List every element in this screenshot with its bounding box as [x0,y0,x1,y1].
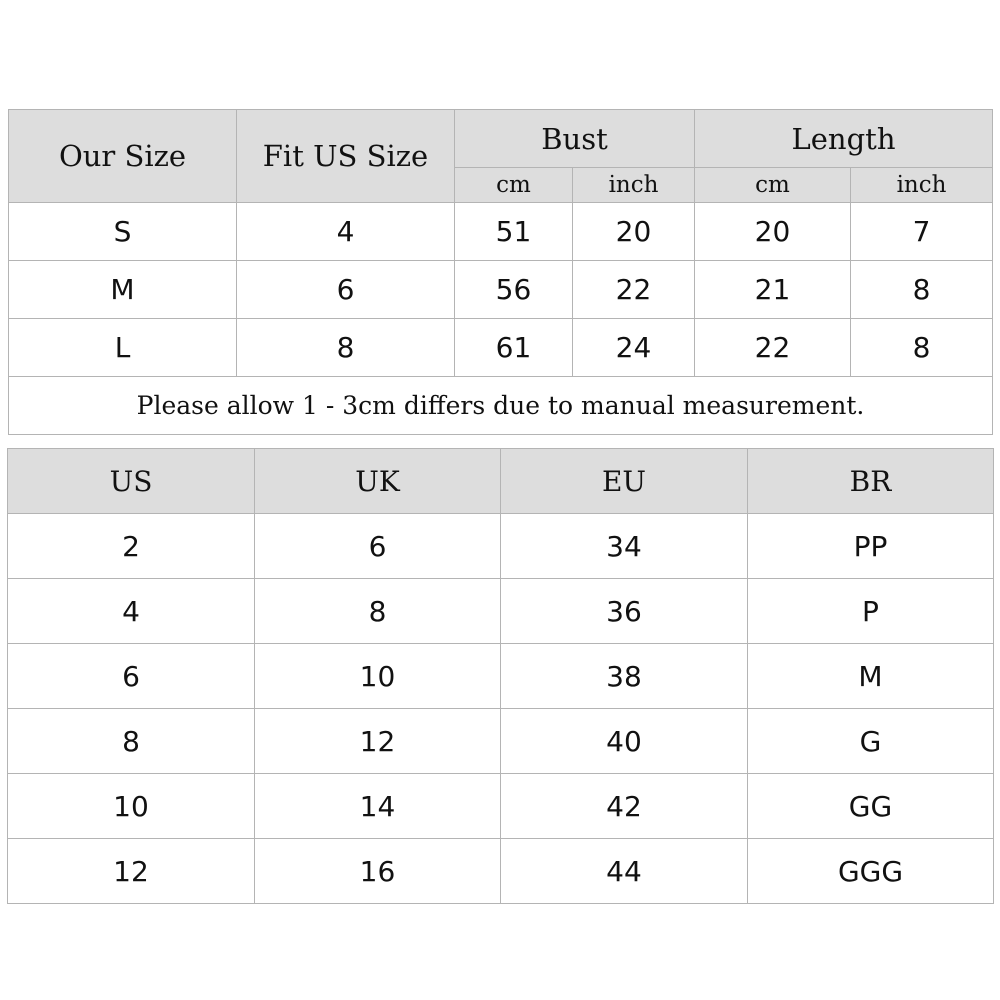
uk-cell: 8 [255,579,501,644]
fit-us-cell: 8 [237,319,455,377]
br-cell: M [748,644,994,709]
table-row [8,644,994,709]
length-inch-cell: 7 [851,203,993,261]
fit-us-cell: 4 [237,203,455,261]
bust-cm-header: cm [455,168,573,203]
fit-us-cell: 6 [237,261,455,319]
eu-cell: 38 [501,644,748,709]
eu-header: EU [501,449,748,514]
eu-cell: 42 [501,774,748,839]
uk-cell: 14 [255,774,501,839]
uk-cell: 10 [255,644,501,709]
table-row [8,709,994,774]
br-header: BR [748,449,994,514]
br-cell: G [748,709,994,774]
table-row [8,514,994,579]
br-cell: GG [748,774,994,839]
table-row [8,774,994,839]
us-cell: 12 [8,839,255,904]
br-cell: P [748,579,994,644]
bust-header: Bust [455,110,695,168]
eu-cell: 34 [501,514,748,579]
us-cell: 6 [8,644,255,709]
us-cell: 8 [8,709,255,774]
length-cm-header: cm [695,168,851,203]
our-size-cell: S [9,203,237,261]
eu-cell: 44 [501,839,748,904]
length-cm-cell: 21 [695,261,851,319]
uk-cell: 12 [255,709,501,774]
uk-header: UK [255,449,501,514]
our-size-cell: M [9,261,237,319]
measurement-note: Please allow 1 - 3cm differs due to manual measurement. [9,377,993,435]
bust-inch-cell: 24 [573,319,695,377]
uk-cell: 16 [255,839,501,904]
bust-inch-cell: 22 [573,261,695,319]
us-cell: 2 [8,514,255,579]
table-row [8,839,994,904]
bust-cm-cell: 51 [455,203,573,261]
length-cm-cell: 20 [695,203,851,261]
eu-cell: 36 [501,579,748,644]
table-row [9,203,993,261]
length-inch-cell: 8 [851,261,993,319]
size-chart-table [8,109,993,435]
us-header: US [8,449,255,514]
br-cell: PP [748,514,994,579]
table-row [8,579,994,644]
table-row [9,319,993,377]
eu-cell: 40 [501,709,748,774]
fit-us-size-header: Fit US Size [237,110,455,203]
us-cell: 10 [8,774,255,839]
bust-cm-cell: 56 [455,261,573,319]
uk-cell: 6 [255,514,501,579]
us-cell: 4 [8,579,255,644]
bust-inch-cell: 20 [573,203,695,261]
bust-inch-header: inch [573,168,695,203]
length-inch-header: inch [851,168,993,203]
length-inch-cell: 8 [851,319,993,377]
size-conversion-table [7,448,994,904]
table-row [9,261,993,319]
our-size-header: Our Size [9,110,237,203]
br-cell: GGG [748,839,994,904]
length-header: Length [695,110,993,168]
bust-cm-cell: 61 [455,319,573,377]
length-cm-cell: 22 [695,319,851,377]
our-size-cell: L [9,319,237,377]
